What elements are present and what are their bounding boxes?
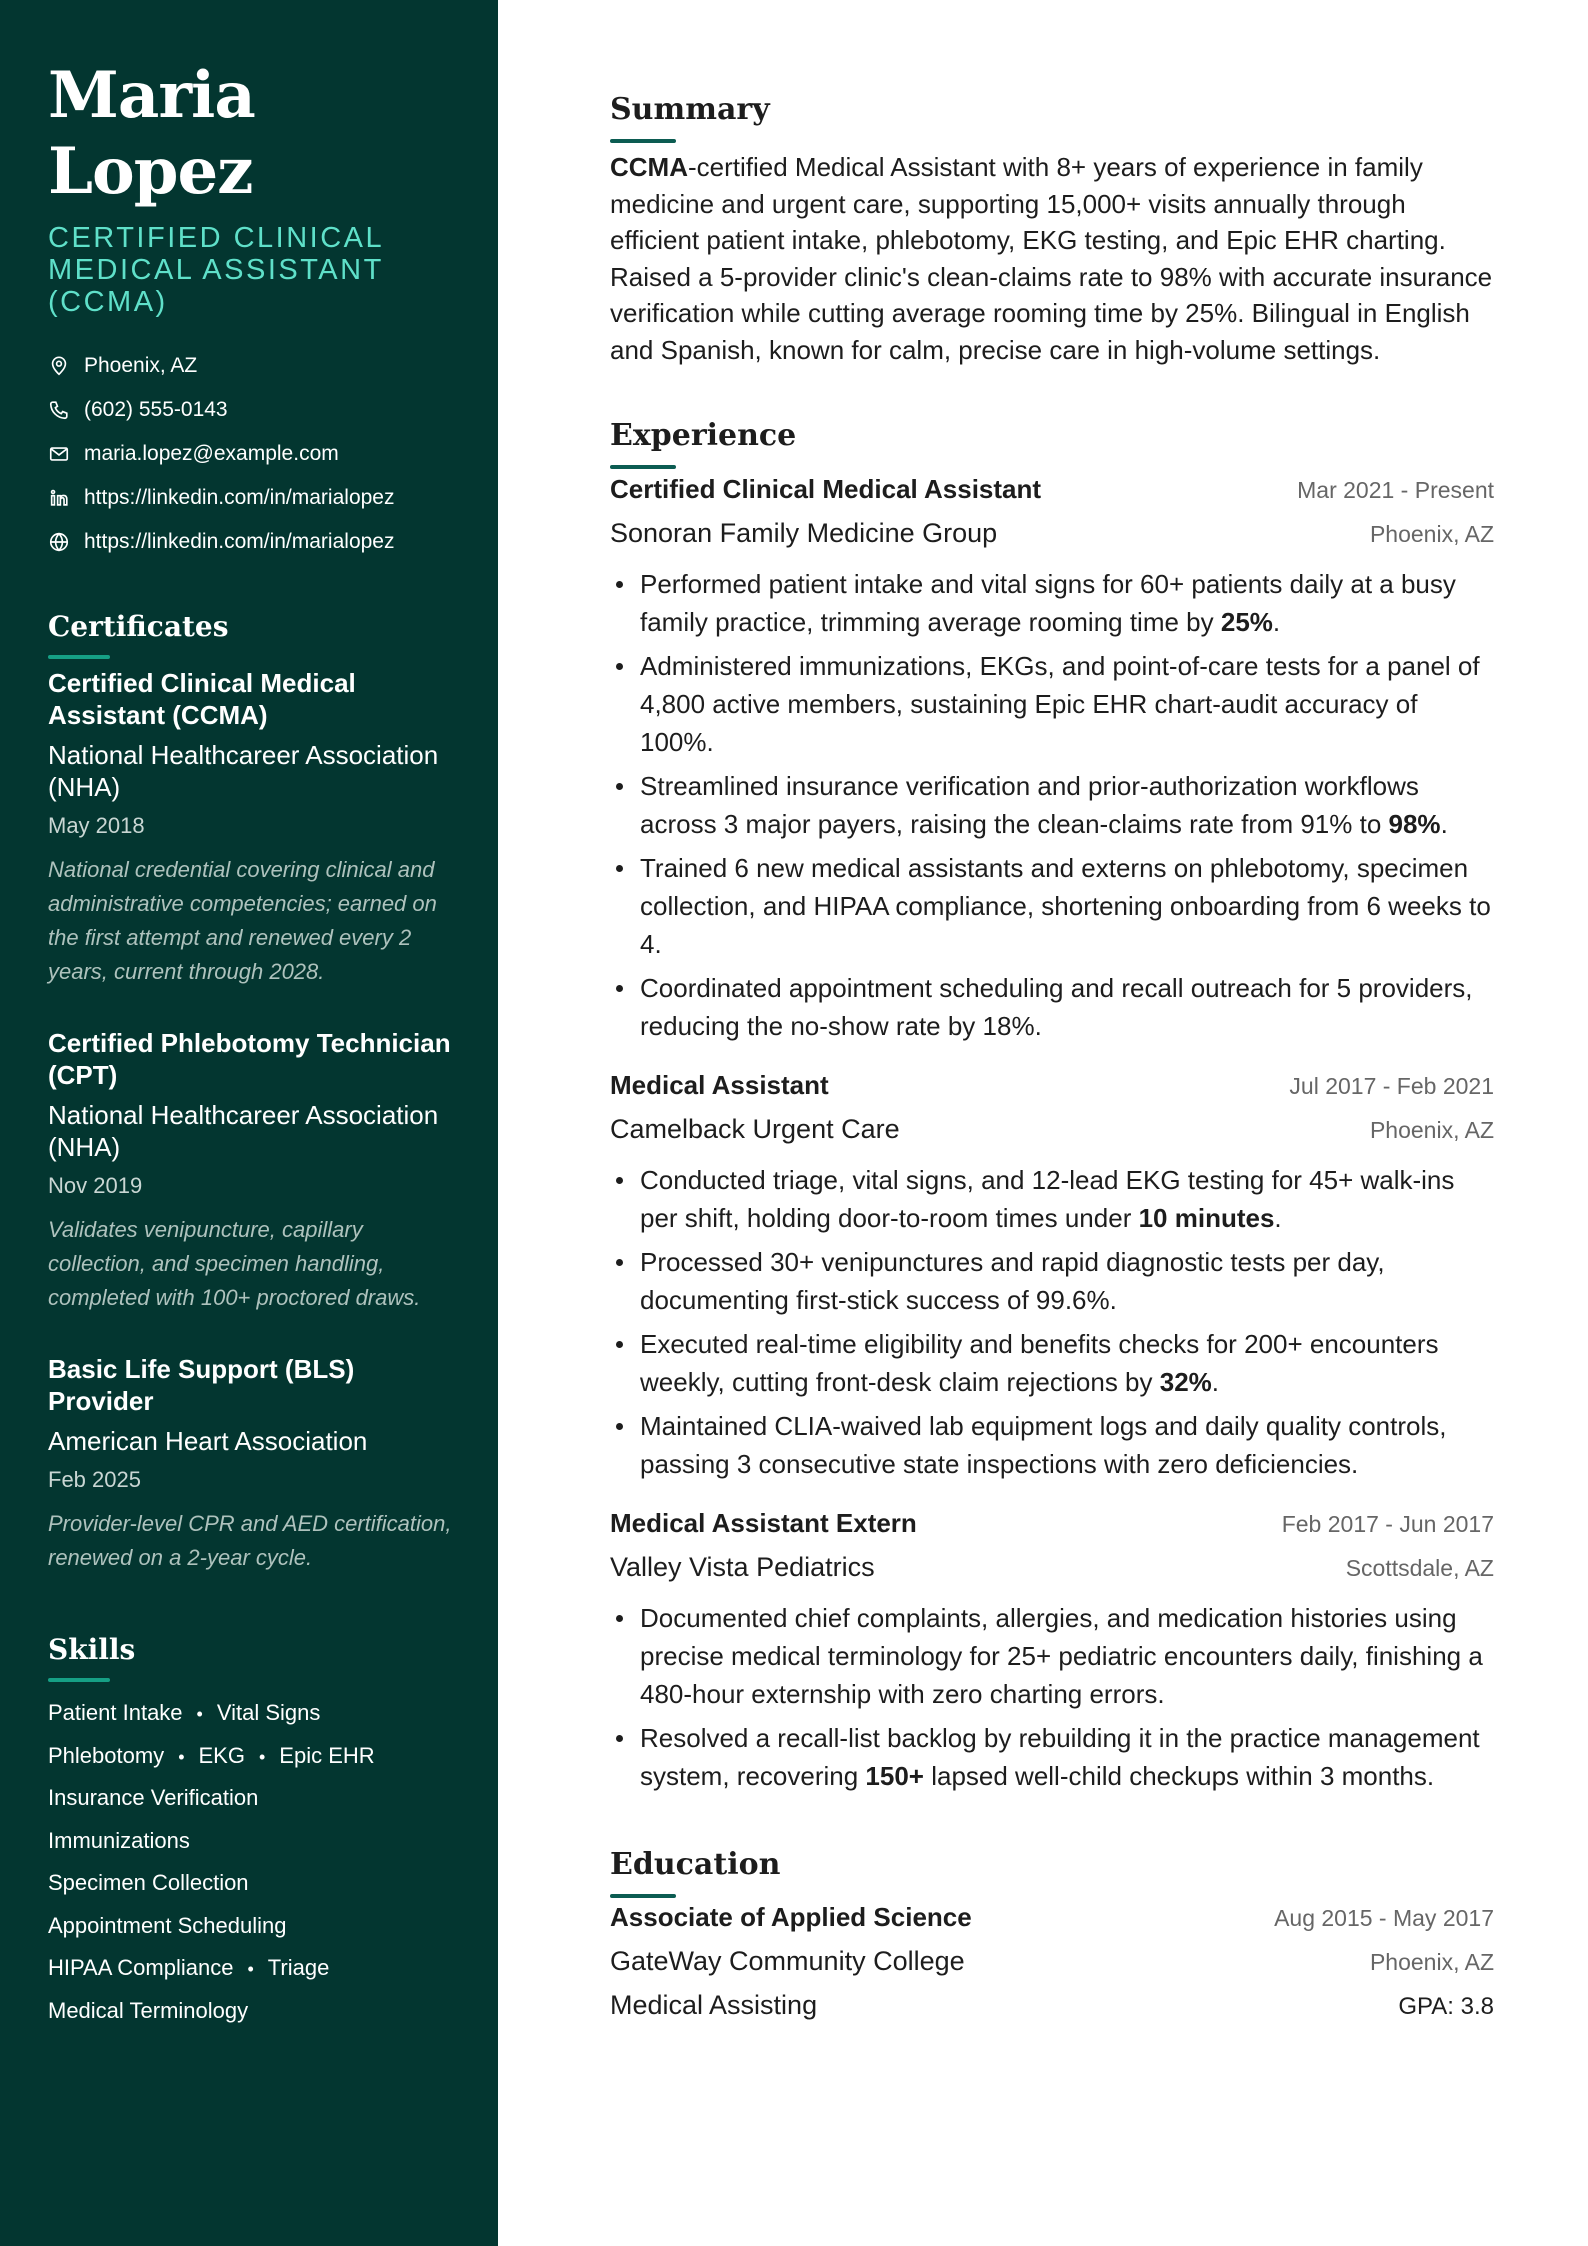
location-pin-icon — [48, 355, 70, 377]
contact-website-text[interactable]: https://linkedin.com/in/marialopez — [84, 530, 395, 553]
skill-item: Epic EHR — [279, 1742, 375, 1768]
skills-line — [48, 1862, 458, 1905]
education-major-row — [610, 1990, 1494, 2034]
skills-line — [48, 1905, 458, 1948]
skills-rule — [48, 1678, 110, 1682]
certificates-rule — [48, 655, 110, 659]
bullet-text: Maintained CLIA-waived lab equipment logs and daily quality controls, passing 3 consecutive state inspections with zero deficiencies. — [640, 1411, 1447, 1479]
education-dates: Aug 2015 - May 2017 — [1274, 1905, 1494, 1931]
contact-linkedin[interactable] — [48, 476, 458, 520]
education-major: Medical Assisting — [610, 1990, 818, 2020]
certificate-item — [48, 1353, 458, 1575]
job-bullet — [610, 1599, 1494, 1713]
bullet-highlight: 32% — [1159, 1367, 1212, 1397]
experience-heading: Experience — [610, 418, 797, 453]
bullet-text: Executed real-time eligibility and benefits checks for 200+ encounters weekly, cutting front-desk claim rejections by — [640, 1329, 1439, 1397]
job-bullet — [610, 1325, 1494, 1401]
bullet-text: Coordinated appointment scheduling and recall outreach for 5 providers, reducing the no-show rate by 18%. — [640, 973, 1473, 1041]
education-gpa: GPA: 3.8 — [1398, 1993, 1494, 2020]
certificate-name: Certified Phlebotomy Technician (CPT) — [48, 1028, 451, 1090]
phone-icon — [48, 399, 70, 421]
contact-phone-text[interactable]: (602) 555-0143 — [84, 398, 228, 421]
summary-text — [610, 149, 1494, 368]
skill-item: Specimen Collection — [48, 1870, 249, 1895]
summary-section — [610, 92, 1494, 368]
skill-separator: • — [258, 1746, 266, 1767]
certificate-description: Provider-level CPR and AED certification, renewed on a 2-year cycle. — [48, 1511, 452, 1570]
certificate-org: National Healthcareer Association (NHA) — [48, 1100, 439, 1162]
contact-location-text: Phoenix, AZ — [84, 354, 198, 377]
skill-item: Patient Intake — [48, 1700, 183, 1725]
bullet-text: Streamlined insurance verification and prior-authorization workflows across 3 major payers, raising the clean-claims rate from 91% to — [640, 771, 1419, 839]
skill-item: Vital Signs — [216, 1700, 321, 1725]
summary-heading: Summary — [610, 92, 770, 127]
education-degree-row — [610, 1902, 1494, 1946]
job-header — [610, 1505, 1494, 1541]
contact-website[interactable] — [48, 520, 458, 564]
summary-rule — [610, 139, 676, 143]
job-dates: Jul 2017 - Feb 2021 — [1289, 1073, 1494, 1099]
main-content — [498, 0, 1588, 2246]
job-company: Camelback Urgent Care — [610, 1114, 900, 1144]
skills-section — [48, 1633, 458, 2032]
education-rule — [610, 1894, 676, 1898]
contact-linkedin-text[interactable]: https://linkedin.com/in/marialopez — [84, 486, 395, 509]
job-dates: Mar 2021 - Present — [1297, 477, 1494, 503]
skill-item: Immunizations — [48, 1827, 190, 1853]
skill-separator: • — [247, 1959, 254, 1979]
job-location: Phoenix, AZ — [1369, 521, 1494, 547]
certificate-date: May 2018 — [48, 813, 145, 838]
education-section — [610, 1847, 1494, 2034]
bullet-text: . — [1274, 1203, 1282, 1233]
contact-email-text[interactable]: maria.lopez@example.com — [84, 442, 339, 465]
summary-body: -certified Medical Assistant with 8+ years of experience in family medicine and urgent care, supporting 15,000+ visits annually through efficient patient intake, phlebotomy, EKG testing, and Epic EHR charting. Raised a 5-provider clinic's clean-claims rate to 98% with accurate insurance verification while cutting average rooming time by 25%. Bilingual in English and Spanish, known for calm, precise care in high-volume settings. — [610, 152, 1493, 365]
bullet-text: Documented chief complaints, allergies, and medication histories using precise medical terminology for 25+ pediatric encounters daily, finishing a 480-hour externship with zero charting errors. — [640, 1603, 1483, 1709]
certificates-heading: Certificates — [48, 610, 229, 643]
bullet-text: Processed 30+ venipunctures and rapid diagnostic tests per day, documenting first-stick success of 99.6%. — [640, 1247, 1385, 1315]
job-location: Scottsdale, AZ — [1345, 1555, 1494, 1581]
job-header — [610, 1067, 1494, 1103]
bullet-text: . — [1440, 809, 1448, 839]
job-title: Certified Clinical Medical Assistant — [610, 474, 1042, 504]
bullet-text: . — [1272, 607, 1281, 637]
job-bullets — [610, 1599, 1494, 1795]
bullet-highlight: 150+ — [865, 1761, 924, 1791]
bullet-text: lapsed well-child checkups within 3 months. — [923, 1761, 1435, 1791]
job-company-row — [610, 515, 1494, 551]
skills-line — [48, 1990, 458, 2033]
job-bullet — [610, 1243, 1494, 1319]
skills-line — [48, 1692, 458, 1735]
education-location: Phoenix, AZ — [1369, 1949, 1494, 1975]
contact-list — [48, 344, 458, 564]
job-title: Medical Assistant Extern — [610, 1508, 917, 1538]
job-entry — [610, 1505, 1494, 1795]
skill-separator: • — [196, 1704, 203, 1724]
skill-item: Triage — [267, 1955, 330, 1980]
certificate-date: Nov 2019 — [48, 1173, 143, 1198]
job-company-row — [610, 1111, 1494, 1147]
candidate-name: Maria Lopez — [48, 58, 255, 209]
certificate-name: Basic Life Support (BLS) Provider — [48, 1354, 355, 1416]
job-location: Phoenix, AZ — [1369, 1117, 1494, 1143]
sidebar — [0, 0, 498, 2246]
certificate-item — [48, 667, 458, 989]
skills-line — [48, 1735, 458, 1778]
job-bullet — [610, 767, 1494, 843]
candidate-title: CERTIFIED CLINICAL MEDICAL ASSISTANT (CCMA) — [48, 222, 384, 318]
job-entry — [610, 471, 1494, 1045]
job-list — [610, 471, 1494, 1795]
certificate-description: National credential covering clinical and administrative competencies; earned on the first attempt and renewed every 2 years, current through 2028. — [48, 857, 437, 984]
globe-icon — [48, 531, 70, 553]
certificate-name: Certified Clinical Medical Assistant (CCMA) — [48, 668, 356, 730]
certificate-date: Feb 2025 — [48, 1467, 141, 1492]
bullet-text: Administered immunizations, EKGs, and point-of-care tests for a panel of 4,800 active members, sustaining Epic EHR chart-audit accuracy of 100%. — [640, 651, 1480, 757]
job-bullet — [610, 565, 1494, 641]
bullet-text: . — [1211, 1367, 1220, 1397]
skill-item: Insurance Verification — [48, 1785, 259, 1810]
summary-lead: CCMA — [610, 152, 688, 182]
job-bullets — [610, 1161, 1494, 1483]
job-bullets — [610, 565, 1494, 1045]
job-bullet — [610, 1719, 1494, 1795]
skills-heading: Skills — [48, 1633, 136, 1666]
linkedin-icon — [48, 487, 70, 509]
education-degree: Associate of Applied Science — [610, 1902, 972, 1932]
certificate-item — [48, 1027, 458, 1315]
bullet-text: Conducted triage, vital signs, and 12-lead EKG testing for 45+ walk-ins per shift, holding door-to-room times under — [640, 1165, 1455, 1233]
job-title: Medical Assistant — [610, 1070, 829, 1100]
job-dates: Feb 2017 - Jun 2017 — [1281, 1511, 1494, 1537]
job-bullet — [610, 647, 1494, 761]
contact-location — [48, 344, 458, 388]
education-school: GateWay Community College — [610, 1946, 965, 1976]
skill-item: Phlebotomy — [48, 1742, 165, 1768]
contact-phone[interactable] — [48, 388, 458, 432]
skill-item: Medical Terminology — [48, 1997, 249, 2023]
education-heading: Education — [610, 1847, 781, 1882]
certificate-org: National Healthcareer Association (NHA) — [48, 740, 439, 802]
bullet-highlight: 10 minutes — [1138, 1203, 1275, 1233]
skills-list — [48, 1692, 458, 2032]
skills-line — [48, 1777, 458, 1820]
skill-item: EKG — [198, 1742, 245, 1768]
bullet-highlight: 98% — [1388, 809, 1441, 839]
contact-email[interactable] — [48, 432, 458, 476]
bullet-text: Performed patient intake and vital signs for 60+ patients daily at a busy family practice, trimming average rooming time by — [640, 569, 1456, 637]
job-bullet — [610, 969, 1494, 1045]
skills-line — [48, 1820, 458, 1863]
experience-rule — [610, 465, 676, 469]
bullet-highlight: 25% — [1220, 607, 1273, 637]
experience-section — [610, 418, 1494, 1795]
job-company: Sonoran Family Medicine Group — [610, 518, 998, 548]
job-entry — [610, 1067, 1494, 1483]
skill-item: HIPAA Compliance — [48, 1955, 234, 1980]
certificate-org: American Heart Association — [48, 1426, 368, 1456]
job-bullet — [610, 1161, 1494, 1237]
email-icon — [48, 443, 70, 465]
job-bullet — [610, 1407, 1494, 1483]
skill-item: Appointment Scheduling — [48, 1912, 287, 1938]
bullet-text: Resolved a recall-list backlog by rebuilding it in the practice management system, recovering — [640, 1723, 1480, 1791]
job-company: Valley Vista Pediatrics — [610, 1552, 875, 1582]
skill-separator: • — [178, 1746, 185, 1767]
skills-line — [48, 1947, 458, 1990]
education-school-row — [610, 1946, 1494, 1990]
certificate-description: Validates venipuncture, capillary collection, and specimen handling, completed with 100+ proctored draws. — [48, 1217, 421, 1310]
job-company-row — [610, 1549, 1494, 1585]
job-bullet — [610, 849, 1494, 963]
bullet-text: Trained 6 new medical assistants and externs on phlebotomy, specimen collection, and HIPAA compliance, shortening onboarding from 6 weeks to 4. — [640, 853, 1491, 959]
job-header — [610, 471, 1494, 507]
certificates-section — [48, 610, 458, 1575]
